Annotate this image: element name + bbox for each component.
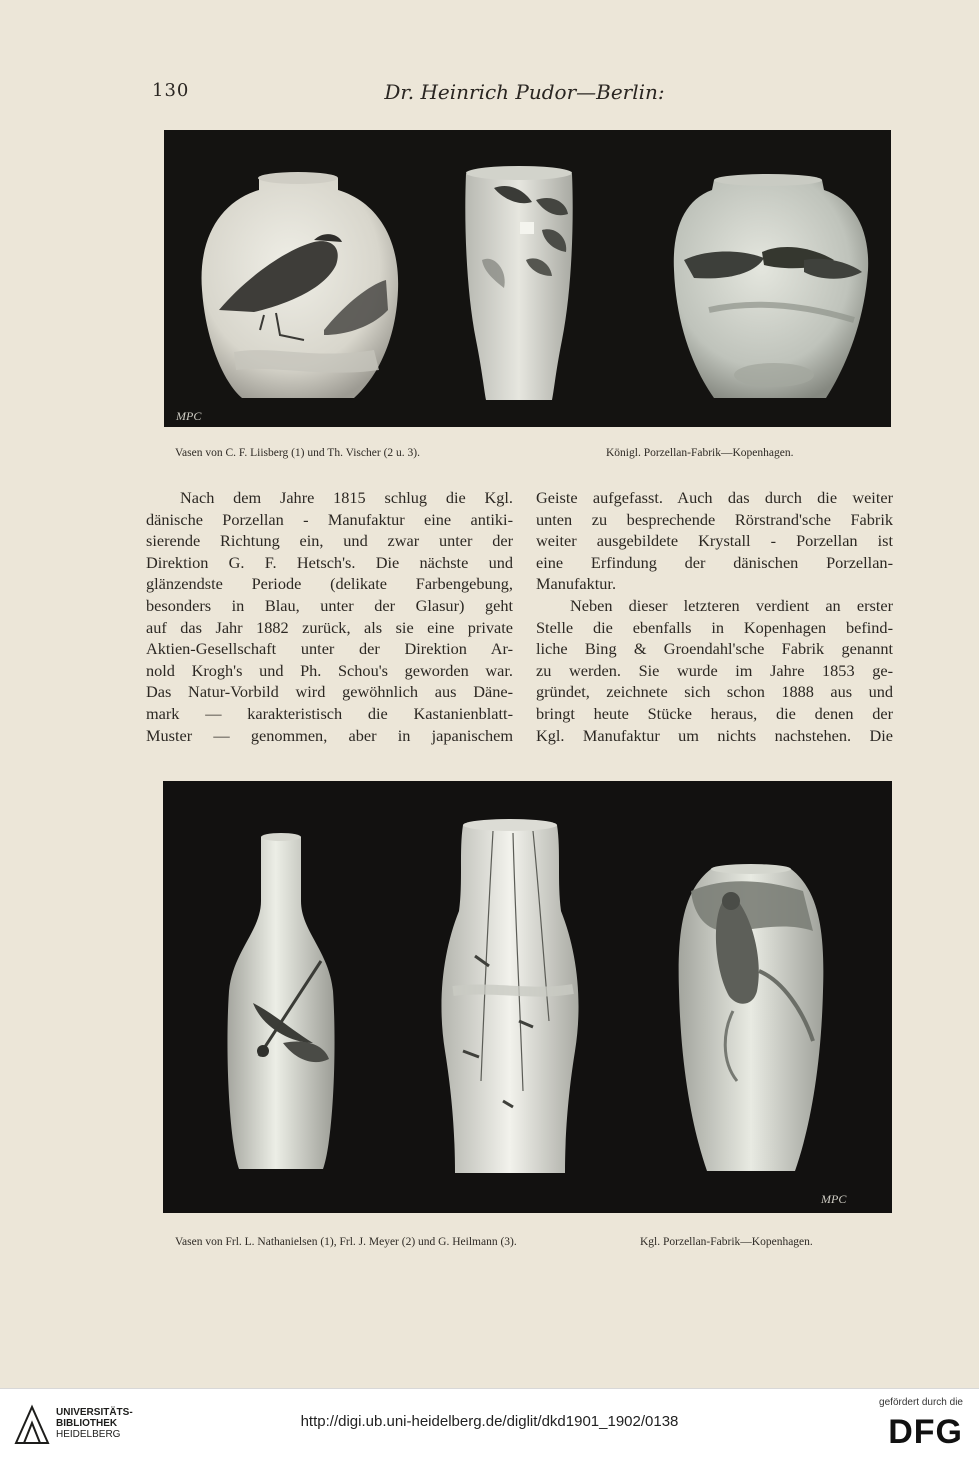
text-line: sierende Richtung ein, und zwar unter der bbox=[146, 531, 513, 551]
caption-top-right: Königl. Porzellan-Fabrik—Kopenhagen. bbox=[606, 447, 794, 459]
digitization-footer bbox=[0, 1388, 979, 1458]
text-line: glänzendste Periode (delikate Farbengebung, bbox=[146, 574, 513, 594]
text-line: mark — karakteristisch die Kastanienblatt- bbox=[146, 703, 513, 723]
funded-by-label: gefördert durch die bbox=[879, 1397, 963, 1408]
library-name-line2: BIBLIOTHEK bbox=[56, 1418, 118, 1429]
text-line: Muster — genommen, aber in japanischem bbox=[146, 725, 513, 745]
text-line: gründet, zeichnete sich schon 1888 aus und bbox=[536, 682, 893, 702]
text-line: besonders in Blau, unter der Glasur) geht bbox=[146, 595, 513, 615]
caption-bottom-right: Kgl. Porzellan-Fabrik—Kopenhagen. bbox=[640, 1236, 813, 1248]
text-line: Kgl. Manufaktur um nichts nachstehen. Die bbox=[536, 725, 893, 745]
running-head bbox=[140, 80, 849, 110]
text-line: Manufaktur. bbox=[536, 574, 617, 594]
text-line: Aktien-Gesellschaft unter der Direktion Ar- bbox=[146, 639, 513, 659]
text-line: Das Natur-Vorbild wird gewöhnlich aus Däne- bbox=[146, 682, 513, 702]
text-line: Nach dem Jahre 1815 schlug die Kgl. bbox=[180, 488, 513, 507]
text-line: eine Erfindung der dänischen Porzellan- bbox=[536, 552, 893, 572]
library-name-line3: HEIDELBERG bbox=[56, 1429, 121, 1440]
caption-top-left: Vasen von C. F. Liisberg (1) und Th. Vischer (2 u. 3). bbox=[175, 447, 420, 459]
text-line: bringt heute Stücke heraus, die denen der bbox=[536, 703, 893, 723]
text-line: liche Bing & Groendahl'sche Fabrik genannt bbox=[536, 639, 893, 659]
vase-photo-plate-top bbox=[164, 130, 891, 427]
text-column-right bbox=[536, 487, 893, 746]
monogram-top: MPC bbox=[176, 409, 202, 423]
text-line: auf das Jahr 1882 zurück, als sie eine private bbox=[146, 617, 513, 637]
text-line: unten zu besprechende Rörstrand'sche Fabrik bbox=[536, 509, 893, 529]
caption-bottom-left: Vasen von Frl. L. Nathanielsen (1), Frl. J. Meyer (2) und G. Heilmann (3). bbox=[175, 1236, 517, 1248]
vase-photo-top bbox=[164, 130, 891, 427]
monogram-bottom: MPC bbox=[821, 1192, 847, 1206]
text-line: dänische Porzellan - Manufaktur eine antiki- bbox=[146, 509, 513, 529]
text-line: Neben dieser letzteren verdient an erster bbox=[570, 595, 893, 615]
page-number: 130 bbox=[152, 80, 190, 101]
library-name-line1: UNIVERSITÄTS- bbox=[56, 1407, 133, 1418]
vase-photo-bottom bbox=[163, 781, 892, 1213]
text-line: weiter ausgebildete Krystall - Porzellan ist bbox=[536, 531, 893, 551]
text-column-left bbox=[146, 487, 513, 746]
text-line: Stelle die ebenfalls in Kopenhagen befind- bbox=[536, 617, 893, 637]
text-line: Geiste aufgefasst. Auch das durch die weiter bbox=[536, 488, 893, 507]
header-title: Dr. Heinrich Pudor—Berlin: bbox=[384, 80, 665, 104]
text-line: zu werden. Sie wurde im Jahre 1853 ge- bbox=[536, 660, 893, 680]
permalink[interactable]: http://digi.ub.uni-heidelberg.de/diglit/dkd1901_1902/0138 bbox=[300, 1413, 679, 1430]
text-line: nold Krogh's und Ph. Schou's geworden war. bbox=[146, 660, 513, 680]
text-line: Direktion G. F. Hetsch's. Die nächste und bbox=[146, 552, 513, 572]
vase-photo-plate-bottom bbox=[163, 781, 892, 1213]
dfg-logo: DFG bbox=[888, 1413, 963, 1451]
